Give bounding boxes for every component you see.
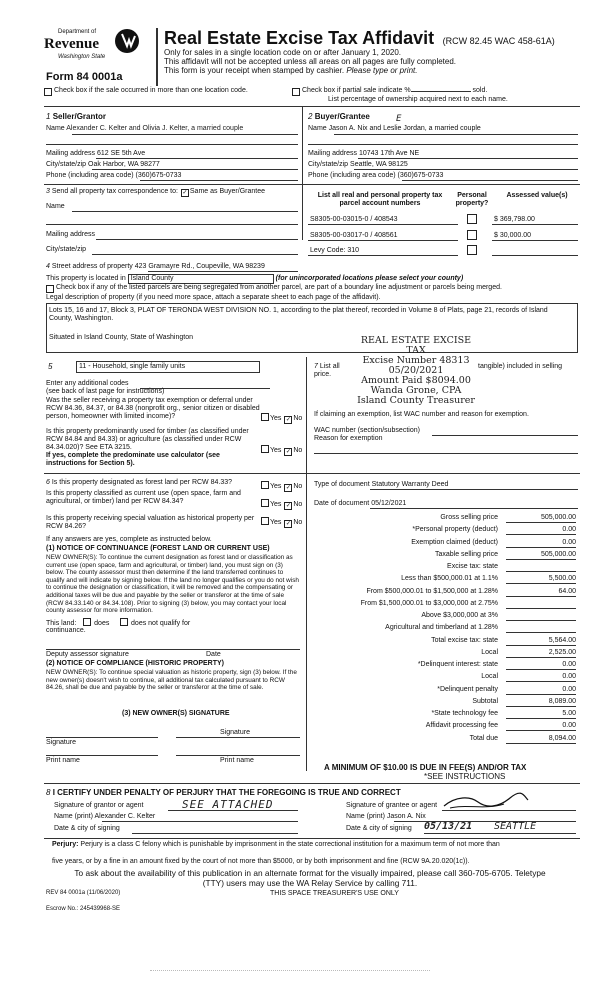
wac-exempt-label: If claiming an exemption, list WAC number and reason for exemption.: [314, 411, 529, 418]
buyer-city[interactable]: Seattle, WA 98125: [350, 161, 408, 168]
deputy-sig-label: Deputy assessor signature: [46, 651, 129, 658]
see-list-label: (see back of last page for instructions): [46, 388, 165, 395]
property-num: 4: [46, 263, 50, 270]
tax-row-label: Agricultural and timberland at 1.28%: [385, 624, 498, 632]
grantee-signature-icon[interactable]: [440, 792, 530, 812]
tax-row-value[interactable]: 8,089.00: [506, 698, 576, 707]
q-exemption: Was the seller receiving a property tax exemption or deferral under RCW 84.36, 84.37, or 84.38 (nonprofit org., senior citizen or disabled person, homeowner with limited income)?: [46, 397, 260, 420]
grantee-date-label: Date & city of signing: [346, 825, 412, 832]
county-value: Island County: [130, 275, 174, 282]
buyer-mail[interactable]: 10743 17th Ave NE: [358, 150, 420, 157]
same-as-buyer-checkbox[interactable]: ✓: [182, 190, 188, 196]
segregated-checkbox[interactable]: [46, 285, 54, 293]
tax-row-value[interactable]: 0.00: [506, 673, 576, 682]
tax-row-label: Gross selling price: [440, 514, 498, 521]
assessed-row-2[interactable]: $ 30,000.00: [494, 232, 531, 239]
personal-checkbox-3[interactable]: [467, 245, 477, 255]
buyer-name-label: Name: [308, 125, 327, 132]
dept-line1: Department of: [58, 29, 97, 35]
q-exemption-yes-label: Yes: [270, 415, 282, 422]
perjury-text: Perjury is a class C felony which is punishable by imprisonment in the state correctional institution for a maximum term of not more than: [80, 841, 500, 848]
tax-row-label: Local: [481, 648, 498, 656]
stamp-line-5: Wanda Grone, CPA: [370, 385, 462, 396]
dept-state: Washington State: [58, 54, 106, 60]
buyer-heading: Buyer/Grantee: [314, 112, 370, 121]
grantee-name-label: Name (print): [346, 813, 385, 820]
legal-description-box[interactable]: [46, 303, 578, 353]
perjury-label: Perjury:: [52, 841, 79, 848]
stamp-line-4: Amount Paid $8094.00: [361, 375, 471, 386]
tax-row-value[interactable]: 5.00: [506, 710, 576, 719]
q-timber-yes-checkbox[interactable]: [261, 445, 269, 453]
q-historic-yes-label: Yes: [270, 519, 282, 526]
corr-num: 3: [46, 188, 50, 195]
owner-print-label-2: Print name: [220, 757, 254, 764]
certify-num: 8: [46, 788, 51, 797]
street-label: Street address of property: [51, 263, 133, 270]
corr-label: Send all property tax correspondence to:: [51, 188, 178, 195]
owner-sig-heading: (3) NEW OWNER(S) SIGNATURE: [122, 710, 230, 717]
reason-label: Reason for exemption: [314, 435, 383, 442]
tax-row-label: Affidavit processing fee: [425, 722, 498, 730]
wac-number-label: WAC number (section/subsection): [314, 427, 420, 434]
multi-location-checkbox[interactable]: [44, 88, 52, 96]
tax-row-label: *State technology fee: [431, 710, 498, 717]
q-forest-yes-checkbox[interactable]: [261, 481, 269, 489]
does-not-checkbox[interactable]: [120, 618, 128, 626]
q-current-use-yes-label: Yes: [270, 501, 282, 508]
notice1-heading: (1) NOTICE OF CONTINUANCE (FOREST LAND OR CURRENT USE): [46, 545, 270, 552]
partial-sale-checkbox[interactable]: [292, 88, 300, 96]
seller-name-label: Name: [46, 125, 65, 132]
segregated-label: Check box if any of the listed parcels are being segregated from another parcel, are part of a boundary line adjustment or parcels being merged.: [56, 284, 502, 291]
subtitle-3: This form is your receipt when stamped by cashier.: [164, 66, 345, 75]
subtitle-2: This affidavit will not be accepted unless all areas on all pages are fully completed.: [164, 57, 457, 66]
doc-type-label: Type of document: [314, 481, 370, 488]
doc-date[interactable]: 05/12/2021: [371, 500, 407, 507]
dept-logo: [44, 28, 154, 70]
tax-row-value[interactable]: [506, 624, 576, 633]
does-label: does: [94, 620, 110, 627]
tax-row-value[interactable]: 8,094.00: [506, 735, 576, 744]
grantor-name[interactable]: Alexander C. Kelter: [94, 813, 156, 820]
tax-row-label: Above $3,000,000 at 3%: [421, 612, 498, 619]
tax-row-value[interactable]: 505,000.00: [506, 514, 576, 523]
grantor-name-label: Name (print): [54, 813, 93, 820]
q-timber-no-checkbox[interactable]: ✓: [285, 449, 291, 455]
escrow-number: Escrow No.: 245439968-SE: [46, 906, 121, 912]
stamp-line-1: REAL ESTATE EXCISE TAX: [360, 335, 472, 356]
scan-artifact-line: [150, 970, 430, 971]
grantee-sig-label: Signature of grantee or agent: [346, 802, 438, 809]
multi-location-label: Check box if the sale occurred in more than one location code.: [54, 87, 248, 94]
legal-label: Legal description of property (if you need more space, attach a separate sheet to each page of the affidavit).: [46, 294, 381, 301]
tax-row-value[interactable]: 0.00: [506, 539, 576, 548]
section7-tangible: tangible) included in selling: [478, 363, 563, 370]
grantor-date-label: Date & city of signing: [54, 825, 120, 832]
tax-row-value[interactable]: 505,000.00: [506, 551, 576, 560]
notice2-body: NEW OWNER(S): To continue special valuation as historic property, sign (3) below. If the new owner(s) doesn't wish to continue, all additional tax calculated pursuant to RCW 84.26, shall be due and payable by the seller or transferor at the time of sale.: [46, 669, 297, 692]
q-forest-no-checkbox[interactable]: ✓: [285, 485, 291, 491]
corr-mail-label: Mailing address: [46, 231, 96, 238]
q-current-use-yes-checkbox[interactable]: [261, 499, 269, 507]
q-timber: Is this property predominantly used for timber (as classified under RCW 84.84 and 84.33) or agriculture (as classified under RCW 84.34.020)? See ETA 3215.: [46, 428, 249, 451]
parcel-row-3[interactable]: Levy Code: 310: [310, 247, 360, 254]
grantee-date[interactable]: 05/13/21: [424, 821, 473, 832]
tax-row-label: Less than $500,000.01 at 1.1%: [401, 575, 498, 583]
tax-row-value[interactable]: 5,500.00: [506, 575, 576, 584]
seller-mail[interactable]: 612 SE 5th Ave: [96, 150, 146, 157]
seller-city[interactable]: Oak Harbor, WA 98277: [88, 161, 160, 168]
seller-heading: Seller/Grantor: [52, 112, 107, 121]
section7-price: price.: [314, 371, 332, 378]
tax-row-value[interactable]: [506, 612, 576, 621]
q-current-use-no-checkbox[interactable]: ✓: [285, 503, 291, 509]
seller-city-label: City/state/zip: [46, 161, 87, 168]
corr-same-label: Same as Buyer/Grantee: [189, 188, 265, 195]
doc-date-label: Date of document: [314, 500, 370, 507]
perjury-text-2: five years, or by a fine in an amount fixed by the court of not more than $5000, or by both imprisonment and fine (RCW 9A.20.020(1c)).: [52, 858, 470, 865]
tax-row-value[interactable]: 0.00: [506, 722, 576, 731]
continuance-label: continuance.: [46, 627, 86, 634]
buyer-phone[interactable]: (360)675-0733: [397, 172, 444, 179]
does-not-label: does not qualify for: [131, 620, 191, 627]
rev-label: REV 84 0001a (11/06/2020): [46, 890, 121, 896]
tax-row-label: *Delinquent interest: state: [417, 661, 498, 668]
q-exemption-yes-checkbox[interactable]: [261, 413, 269, 421]
corr-name-label: Name: [46, 203, 65, 210]
buyer-num: 2: [308, 112, 313, 121]
corr-city-label: City/state/zip: [46, 246, 87, 253]
q-timber-yes-label: Yes: [270, 447, 282, 454]
q-historic-no-checkbox[interactable]: ✓: [285, 521, 291, 527]
grantee-city[interactable]: SEATTLE: [494, 821, 537, 832]
tax-row-value[interactable]: 64.00: [506, 588, 576, 597]
located-note: (for unincorporated locations please select your county): [275, 275, 464, 282]
tax-row-label: From $1,500,000.01 to $3,000,000 at 2.75%: [360, 599, 498, 607]
form-number: Form 84 0001a: [46, 71, 123, 83]
q-exemption-no-checkbox[interactable]: ✓: [285, 417, 291, 423]
tax-row-label: Local: [481, 673, 498, 681]
assessed-row-1[interactable]: $ 369,798.00: [494, 216, 535, 223]
certify-heading: I CERTIFY UNDER PENALTY OF PERJURY THAT THE FOREGOING IS TRUE AND CORRECT: [52, 788, 401, 797]
seller-phone[interactable]: (360)675-0733: [135, 172, 182, 179]
tax-row-value[interactable]: 0.00: [506, 686, 576, 695]
seller-phone-label: Phone (including area code): [46, 172, 134, 179]
q-historic-no-label: No: [293, 519, 303, 526]
subtitle-1: Only for sales in a single location code on or after January 1, 2020.: [164, 48, 402, 57]
deputy-date-label: Date: [206, 651, 221, 658]
legal-situated: Situated in Island County, State of Washington: [49, 334, 193, 341]
parcel-col-header: List all real and personal property tax parcel account numbers: [317, 192, 443, 207]
personal-col-header: Personal property?: [455, 192, 489, 207]
q-calculator: If yes, complete the predominate use calculator (see instructions for Section 5).: [46, 452, 220, 467]
located-label: This property is located in: [46, 275, 126, 282]
tax-row-value[interactable]: [506, 600, 576, 609]
buyer-mail-label: Mailing address: [308, 150, 358, 157]
buyer-city-label: City/state/zip: [308, 161, 349, 168]
wa-logo-icon: [114, 28, 140, 54]
tax-row-value[interactable]: 0.00: [506, 661, 576, 670]
tax-row-label: Exemption claimed (deduct): [411, 538, 498, 546]
tax-row-label: From $500,000.01 to $1,500,000 at 1.28%: [366, 587, 498, 595]
tax-row-value[interactable]: 2,525.00: [506, 649, 576, 658]
seller-mail-label: Mailing address: [46, 150, 96, 157]
tax-row-value[interactable]: 0.00: [506, 526, 576, 535]
legal-text: Lots 15, 16 and 17, Block 3, PLAT OF TERONDA WEST DIVISION NO. 1, according to the plat thereof, recorded in Volume 8 of Plats, page 21, records of Island County, Washington.: [49, 307, 548, 322]
dept-revenue: Revenue: [44, 36, 99, 52]
q-current-use-no-label: No: [293, 501, 303, 508]
partial-sale-label: Check box if partial sale indicate %: [302, 87, 411, 94]
tax-row-label: Excise tax: state: [447, 563, 498, 570]
q-forest-yes-label: Yes: [270, 483, 282, 490]
stamp-line-6: Island County Treasurer: [357, 395, 475, 406]
owner-print-label-1: Print name: [46, 757, 80, 764]
section6-num: 6: [46, 479, 50, 486]
minimum-due: A MINIMUM OF $10.00 IS DUE IN FEE(S) AND/OR TAX: [324, 763, 527, 772]
stamp-line-2: Excise Number 48313: [362, 355, 470, 366]
partial-sold-label: sold.: [472, 87, 488, 94]
page-title: Real Estate Excise Tax Affidavit: [164, 28, 435, 48]
treasurer-stamp: [356, 336, 476, 406]
county-select[interactable]: [128, 274, 274, 284]
q-timber-no-label: No: [293, 447, 303, 454]
personal-checkbox-1[interactable]: [467, 214, 477, 224]
grantee-name[interactable]: Jason A. Nix: [386, 813, 426, 820]
street-address[interactable]: 423 Gramayre Rd., Coupeville, WA 98239: [134, 263, 265, 270]
seller-name[interactable]: Alexander C. Kelter and Olivia J. Kelter, a married couple: [66, 125, 244, 132]
tax-row-value[interactable]: [506, 563, 576, 572]
parcel-row-1[interactable]: S8305-00-03015-0 / 408543: [310, 216, 398, 223]
buyer-name[interactable]: Jason A. Nix and Leslie Jordan, a married couple: [328, 125, 481, 132]
subtitle-3-italic: Please type or print.: [346, 66, 418, 75]
additional-codes-label: Enter any additional codes: [46, 380, 129, 387]
doc-type[interactable]: Statutory Warranty Deed: [371, 481, 449, 488]
treasurer-use-label: THIS SPACE TREASURER'S USE ONLY: [270, 890, 399, 897]
q-exemption-no-label: No: [293, 415, 303, 422]
q-historic: Is this property receiving special valuation as historical property per RCW 84.26?: [46, 515, 255, 530]
q-forest: Is this property designated as forest land per RCW 84.33?: [51, 479, 233, 486]
rcw-ref: (RCW 82.45 WAC 458-61A): [442, 36, 555, 46]
q-current-use: Is this property classified as current use (open space, farm and agricultural, or timber) land per RCW 84.34?: [46, 490, 241, 505]
section7-num: 7: [314, 363, 318, 370]
tax-row-label: Total due: [469, 734, 498, 742]
tax-row-label: *Personal property (deduct): [412, 526, 498, 534]
tax-row-label: *Delinquent penalty: [437, 685, 498, 693]
notice2-heading: (2) NOTICE OF COMPLIANCE (HISTORIC PROPERTY): [46, 660, 224, 667]
partial-ownership-note: List percentage of ownership acquired next to each name.: [328, 96, 508, 103]
q-forest-no-label: No: [293, 483, 303, 490]
buyer-phone-label: Phone (including area code): [308, 172, 396, 179]
if-any-yes: If any answers are yes, complete as instructed below.: [46, 536, 212, 543]
q-historic-yes-checkbox[interactable]: [261, 517, 269, 525]
owner-sig-label-1: Signature: [46, 739, 76, 746]
buyer-handwritten-mark: E: [396, 114, 402, 124]
tax-row-label: Subtotal: [472, 697, 498, 705]
tax-row-value[interactable]: 5,564.00: [506, 637, 576, 646]
grantor-sig-label: Signature of grantor or agent: [54, 802, 144, 809]
use-code-value: 11 - Household, single family units: [79, 363, 186, 370]
section7-list-label: List all: [319, 363, 340, 370]
tax-row-label: Taxable selling price: [434, 550, 498, 558]
grantor-signature[interactable]: SEE ATTACHED: [182, 798, 274, 811]
assessed-col-header: Assessed value(s): [506, 192, 568, 199]
see-instructions: *SEE INSTRUCTIONS: [424, 772, 506, 781]
parcel-row-2[interactable]: S8305-00-03017-0 / 408561: [310, 232, 398, 239]
this-land-label: This land:: [46, 620, 77, 627]
tax-row-label: Total excise tax: state: [431, 636, 498, 644]
does-checkbox[interactable]: [83, 618, 91, 626]
use-code-select[interactable]: [76, 361, 260, 373]
notice1-body: NEW OWNER(S): To continue the current designation as forest land or classification as current use (open space, farm and agricultural, or timber) land, you must sign on (3) below. The county assessor must then determine if the land transferred continues to qualify and will indicate by signing below. If the land no longer qualifies or you do not wish to continue the designation or classification, it will be removed and the compensating or additional taxes will be due and payable by the seller or transferor at the time of sale (RCW 84.33.140 or 84.34.108). Prior to signing (3) below, you may contact your local county assessor for more information.: [46, 554, 299, 615]
seller-num: 1: [46, 112, 51, 121]
stamp-line-3: 05/20/2021: [388, 365, 444, 376]
partial-percent-field[interactable]: [411, 91, 471, 92]
alternate-format-note: To ask about the availability of this publication in an alternate format for the visually impaired, please call 360-705-6705. Teletype (TTY) users may use the WA Relay Service by calling 711.: [74, 868, 546, 888]
section5-num: 5: [48, 362, 53, 371]
owner-sig-label-2: Signature: [220, 729, 250, 736]
personal-checkbox-2[interactable]: [467, 230, 477, 240]
